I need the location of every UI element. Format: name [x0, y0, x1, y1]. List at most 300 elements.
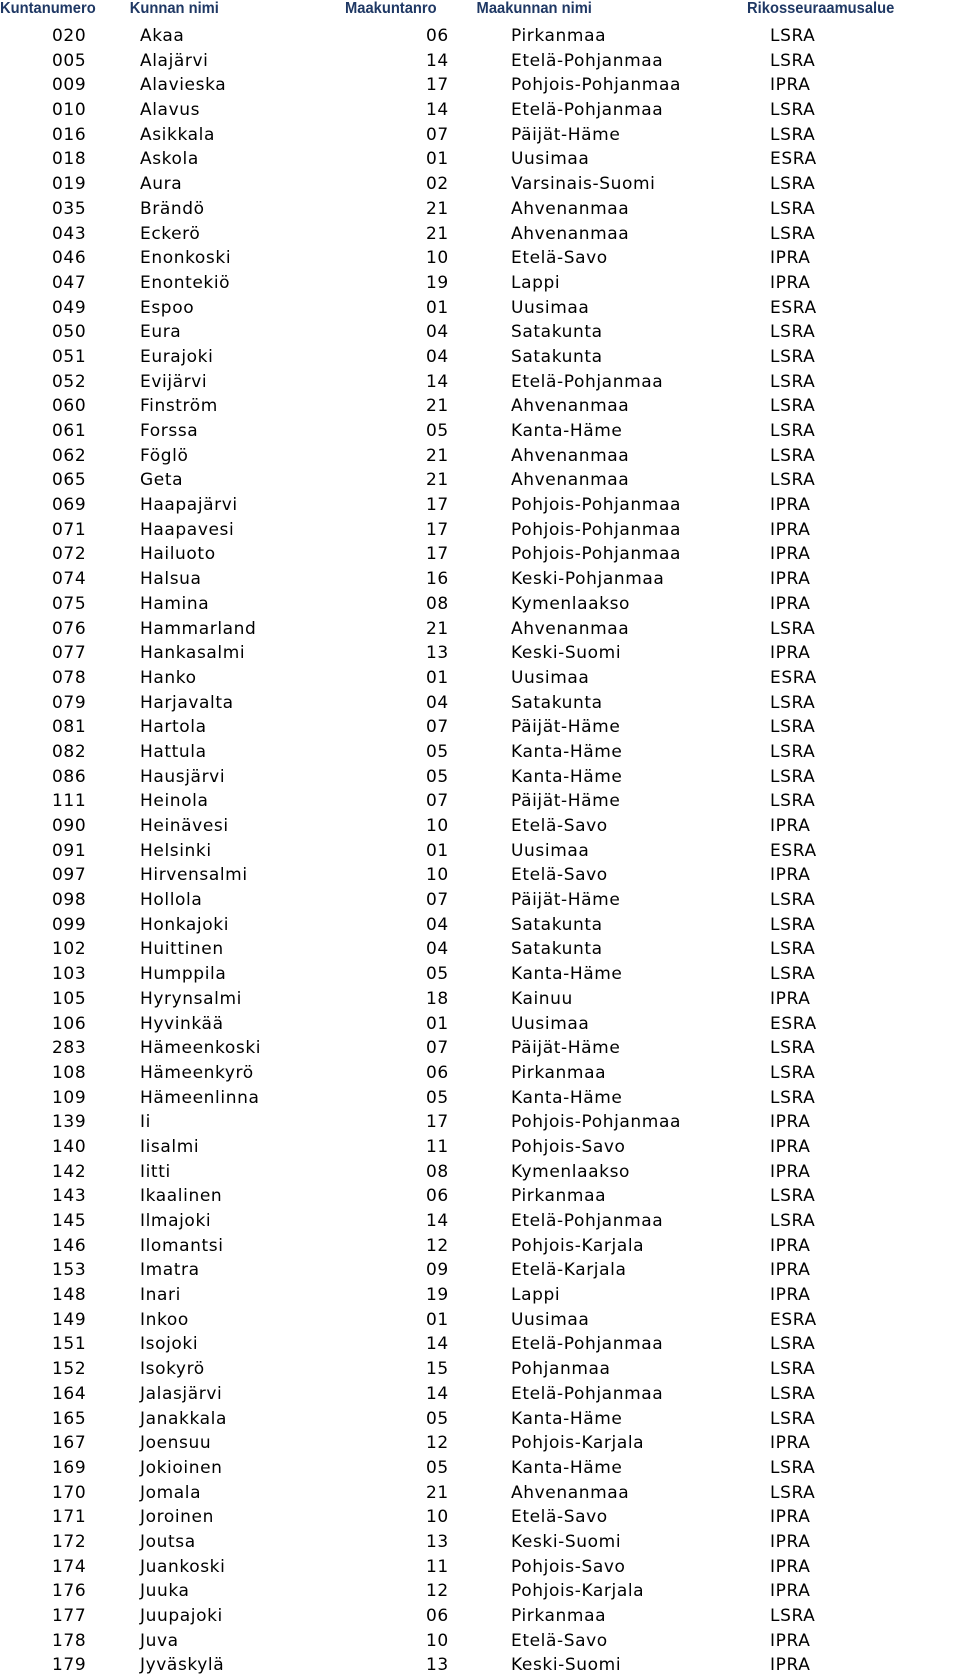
cell-kunnan-nimi: Espoo — [140, 297, 195, 318]
cell-maakunnan-nimi: Kanta-Häme — [511, 1087, 623, 1108]
municipality-table — [0, 24, 960, 1678]
cell-kunnan-nimi: Hyvinkää — [140, 1013, 224, 1034]
cell-kunnan-nimi: Hankasalmi — [140, 643, 246, 664]
cell-kuntanumero: 142 — [52, 1161, 87, 1182]
cell-kunnan-nimi: Eckerö — [140, 223, 201, 244]
cell-kunnan-nimi: Forssa — [140, 421, 199, 441]
cell-kunnan-nimi: Helsinki — [140, 840, 212, 861]
table-row — [0, 1036, 960, 1061]
cell-rikosseuraamusalue: LSRA — [770, 741, 816, 762]
cell-maakuntanro: 21 — [426, 445, 449, 466]
cell-rikosseuraamusalue: IPRA — [770, 1581, 811, 1602]
cell-kuntanumero: 151 — [52, 1334, 87, 1355]
table-row — [0, 1283, 960, 1308]
cell-rikosseuraamusalue: LSRA — [770, 50, 816, 71]
cell-maakuntanro: 01 — [426, 840, 449, 861]
cell-kunnan-nimi: Jalasjärvi — [140, 1383, 223, 1404]
cell-maakuntanro: 14 — [426, 1334, 449, 1355]
cell-rikosseuraamusalue: LSRA — [770, 1408, 816, 1429]
cell-maakuntanro: 17 — [426, 519, 449, 540]
cell-kunnan-nimi: Hämeenlinna — [140, 1087, 260, 1108]
column-header-kunnan-nimi: Kunnan nimi — [129, 0, 219, 17]
cell-maakuntanro: 04 — [426, 322, 449, 343]
table-row — [0, 1481, 960, 1506]
cell-kuntanumero: 170 — [52, 1482, 87, 1503]
cell-rikosseuraamusalue: IPRA — [770, 1260, 811, 1281]
cell-kuntanumero: 152 — [52, 1359, 87, 1380]
cell-kuntanumero: 105 — [52, 988, 87, 1009]
cell-maakuntanro: 05 — [426, 1408, 449, 1429]
cell-kunnan-nimi: Finström — [140, 396, 218, 417]
cell-maakuntanro: 14 — [426, 100, 449, 121]
cell-kuntanumero: 050 — [52, 322, 87, 343]
table-row — [0, 567, 960, 592]
table-row — [0, 147, 960, 172]
cell-kuntanumero: 099 — [52, 914, 87, 935]
cell-rikosseuraamusalue: LSRA — [770, 1211, 816, 1231]
column-header-kuntanumero: Kuntanumero — [0, 0, 96, 17]
cell-rikosseuraamusalue: IPRA — [770, 1433, 811, 1454]
cell-maakunnan-nimi: Ahvenanmaa — [511, 198, 630, 219]
cell-rikosseuraamusalue: ESRA — [770, 1309, 817, 1330]
cell-maakuntanro: 02 — [426, 174, 449, 195]
cell-rikosseuraamusalue: LSRA — [770, 174, 816, 195]
cell-kuntanumero: 074 — [52, 569, 87, 590]
table-row — [0, 1332, 960, 1357]
cell-rikosseuraamusalue: ESRA — [770, 1013, 817, 1034]
cell-kunnan-nimi: Hämeenkoski — [140, 1038, 262, 1059]
cell-maakunnan-nimi: Pohjois-Pohjanmaa — [511, 1112, 681, 1133]
cell-maakuntanro: 10 — [426, 1630, 449, 1651]
cell-rikosseuraamusalue: IPRA — [770, 1136, 811, 1157]
table-row — [0, 1530, 960, 1555]
cell-maakunnan-nimi: Keski-Suomi — [511, 643, 622, 664]
cell-maakunnan-nimi: Uusimaa — [511, 297, 590, 318]
cell-kunnan-nimi: Föglö — [140, 445, 189, 466]
cell-maakuntanro: 07 — [426, 124, 449, 145]
table-row — [0, 592, 960, 617]
cell-kunnan-nimi: Heinola — [140, 791, 209, 812]
cell-kuntanumero: 043 — [52, 223, 87, 244]
cell-kuntanumero: 164 — [52, 1383, 87, 1404]
cell-maakuntanro: 13 — [426, 1531, 449, 1552]
cell-maakunnan-nimi: Etelä-Savo — [511, 865, 608, 886]
cell-maakuntanro: 21 — [426, 1482, 449, 1503]
table-row — [0, 863, 960, 888]
cell-maakuntanro: 06 — [426, 1062, 449, 1083]
cell-kunnan-nimi: Joensuu — [140, 1433, 212, 1454]
cell-maakunnan-nimi: Kanta-Häme — [511, 1457, 623, 1478]
cell-kuntanumero: 072 — [52, 544, 87, 565]
cell-maakunnan-nimi: Ahvenanmaa — [511, 396, 630, 417]
cell-kunnan-nimi: Eurajoki — [140, 346, 214, 367]
cell-kuntanumero: 102 — [52, 939, 87, 960]
cell-kuntanumero: 090 — [52, 816, 87, 836]
cell-rikosseuraamusalue: IPRA — [770, 988, 811, 1009]
cell-rikosseuraamusalue: LSRA — [770, 1482, 816, 1503]
cell-rikosseuraamusalue: LSRA — [770, 124, 816, 145]
cell-maakuntanro: 18 — [426, 988, 449, 1009]
cell-rikosseuraamusalue: LSRA — [770, 421, 816, 441]
table-row — [0, 1308, 960, 1333]
cell-rikosseuraamusalue: LSRA — [770, 939, 816, 960]
cell-maakunnan-nimi: Pohjois-Pohjanmaa — [511, 75, 681, 96]
cell-kunnan-nimi: Joroinen — [140, 1507, 214, 1528]
table-row — [0, 937, 960, 962]
table-row — [0, 1135, 960, 1160]
cell-maakuntanro: 14 — [426, 50, 449, 71]
cell-rikosseuraamusalue: LSRA — [770, 1383, 816, 1404]
column-header-maakunnan-nimi: Maakunnan nimi — [476, 0, 592, 17]
cell-kunnan-nimi: Honkajoki — [140, 914, 230, 935]
cell-maakunnan-nimi: Kainuu — [511, 988, 573, 1009]
cell-kuntanumero: 169 — [52, 1457, 87, 1478]
table-row — [0, 1086, 960, 1111]
cell-kuntanumero: 077 — [52, 643, 87, 664]
cell-maakunnan-nimi: Pohjois-Savo — [511, 1136, 626, 1157]
table-row — [0, 1184, 960, 1209]
cell-kunnan-nimi: Iisalmi — [140, 1136, 200, 1157]
cell-maakunnan-nimi: Päijät-Häme — [511, 717, 621, 738]
cell-kunnan-nimi: Heinävesi — [140, 816, 229, 836]
cell-kuntanumero: 062 — [52, 445, 87, 466]
cell-maakunnan-nimi: Ahvenanmaa — [511, 618, 630, 639]
cell-maakuntanro: 07 — [426, 717, 449, 738]
cell-maakunnan-nimi: Satakunta — [511, 914, 603, 935]
cell-maakuntanro: 05 — [426, 766, 449, 787]
cell-maakunnan-nimi: Uusimaa — [511, 149, 590, 170]
cell-kuntanumero: 283 — [52, 1038, 87, 1059]
table-row — [0, 1629, 960, 1654]
cell-maakuntanro: 14 — [426, 1383, 449, 1404]
cell-rikosseuraamusalue: LSRA — [770, 766, 816, 787]
cell-maakunnan-nimi: Pirkanmaa — [511, 1062, 607, 1083]
cell-maakunnan-nimi: Etelä-Savo — [511, 816, 608, 836]
cell-kunnan-nimi: Jokioinen — [140, 1457, 223, 1478]
cell-maakuntanro: 05 — [426, 421, 449, 441]
cell-maakuntanro: 04 — [426, 692, 449, 713]
cell-kuntanumero: 065 — [52, 470, 87, 491]
cell-kuntanumero: 148 — [52, 1285, 87, 1306]
cell-maakuntanro: 10 — [426, 1507, 449, 1528]
cell-maakuntanro: 01 — [426, 667, 449, 688]
cell-kuntanumero: 047 — [52, 272, 87, 293]
cell-kunnan-nimi: Enonkoski — [140, 248, 232, 269]
cell-kuntanumero: 143 — [52, 1186, 87, 1207]
cell-maakuntanro: 19 — [426, 1285, 449, 1306]
cell-maakuntanro: 08 — [426, 593, 449, 614]
cell-rikosseuraamusalue: LSRA — [770, 26, 816, 46]
table-row — [0, 1209, 960, 1234]
cell-maakuntanro: 10 — [426, 248, 449, 269]
cell-maakunnan-nimi: Etelä-Karjala — [511, 1260, 627, 1281]
cell-rikosseuraamusalue: LSRA — [770, 396, 816, 417]
cell-kunnan-nimi: Hämeenkyrö — [140, 1062, 254, 1083]
cell-kuntanumero: 111 — [52, 791, 87, 812]
column-header-maakuntanro: Maakuntanro — [345, 0, 437, 17]
table-row — [0, 617, 960, 642]
cell-kuntanumero: 165 — [52, 1408, 87, 1429]
cell-maakunnan-nimi: Päijät-Häme — [511, 124, 621, 145]
cell-kunnan-nimi: Janakkala — [140, 1408, 227, 1429]
cell-rikosseuraamusalue: IPRA — [770, 643, 811, 664]
cell-rikosseuraamusalue: IPRA — [770, 1161, 811, 1182]
table-row — [0, 1061, 960, 1086]
table-header — [0, 0, 895, 20]
cell-maakunnan-nimi: Pirkanmaa — [511, 26, 607, 46]
cell-rikosseuraamusalue: LSRA — [770, 223, 816, 244]
cell-kunnan-nimi: Hartola — [140, 717, 207, 738]
cell-kuntanumero: 020 — [52, 26, 87, 46]
cell-kunnan-nimi: Inari — [140, 1285, 181, 1306]
cell-maakuntanro: 04 — [426, 914, 449, 935]
cell-kuntanumero: 097 — [52, 865, 87, 886]
table-row — [0, 987, 960, 1012]
table-row — [0, 345, 960, 370]
cell-maakunnan-nimi: Satakunta — [511, 692, 603, 713]
cell-maakunnan-nimi: Päijät-Häme — [511, 1038, 621, 1059]
table-row — [0, 962, 960, 987]
cell-kunnan-nimi: Brändö — [140, 198, 205, 219]
cell-kunnan-nimi: Ilomantsi — [140, 1235, 224, 1256]
cell-kunnan-nimi: Aura — [140, 174, 183, 195]
cell-maakuntanro: 05 — [426, 1457, 449, 1478]
cell-kunnan-nimi: Huittinen — [140, 939, 224, 960]
table-row — [0, 715, 960, 740]
table-row — [0, 1653, 960, 1678]
cell-rikosseuraamusalue: IPRA — [770, 519, 811, 540]
cell-maakunnan-nimi: Pohjois-Pohjanmaa — [511, 495, 681, 516]
table-row — [0, 320, 960, 345]
cell-kuntanumero: 049 — [52, 297, 87, 318]
cell-kuntanumero: 018 — [52, 149, 87, 170]
cell-maakuntanro: 05 — [426, 964, 449, 985]
cell-kuntanumero: 178 — [52, 1630, 87, 1651]
cell-kuntanumero: 179 — [52, 1655, 87, 1676]
cell-kuntanumero: 052 — [52, 371, 87, 392]
cell-kunnan-nimi: Alavieska — [140, 75, 227, 96]
cell-kunnan-nimi: Haapavesi — [140, 519, 235, 540]
cell-kunnan-nimi: Imatra — [140, 1260, 200, 1281]
cell-kuntanumero: 108 — [52, 1062, 87, 1083]
cell-maakunnan-nimi: Etelä-Savo — [511, 1507, 608, 1528]
cell-rikosseuraamusalue: IPRA — [770, 1630, 811, 1651]
cell-maakuntanro: 06 — [426, 1606, 449, 1626]
cell-rikosseuraamusalue: LSRA — [770, 1038, 816, 1059]
cell-maakuntanro: 11 — [426, 1556, 449, 1577]
table-row — [0, 419, 960, 444]
cell-kuntanumero: 153 — [52, 1260, 87, 1281]
cell-kunnan-nimi: Ii — [140, 1112, 151, 1133]
cell-kunnan-nimi: Alavus — [140, 100, 201, 121]
table-row — [0, 123, 960, 148]
cell-rikosseuraamusalue: ESRA — [770, 297, 817, 318]
cell-kuntanumero: 078 — [52, 667, 87, 688]
table-row — [0, 518, 960, 543]
cell-kunnan-nimi: Iitti — [140, 1161, 171, 1182]
cell-maakunnan-nimi: Pohjois-Pohjanmaa — [511, 519, 681, 540]
cell-maakunnan-nimi: Ahvenanmaa — [511, 470, 630, 491]
cell-maakunnan-nimi: Etelä-Pohjanmaa — [511, 1211, 664, 1231]
table-row — [0, 740, 960, 765]
cell-rikosseuraamusalue: LSRA — [770, 100, 816, 121]
cell-rikosseuraamusalue: IPRA — [770, 495, 811, 516]
cell-maakunnan-nimi: Satakunta — [511, 346, 603, 367]
cell-maakuntanro: 21 — [426, 223, 449, 244]
cell-maakunnan-nimi: Lappi — [511, 272, 561, 293]
table-row — [0, 1234, 960, 1259]
cell-maakuntanro: 21 — [426, 470, 449, 491]
cell-rikosseuraamusalue: LSRA — [770, 371, 816, 392]
cell-kunnan-nimi: Juuka — [140, 1581, 190, 1602]
cell-maakunnan-nimi: Pohjanmaa — [511, 1359, 611, 1380]
cell-kuntanumero: 086 — [52, 766, 87, 787]
cell-rikosseuraamusalue: IPRA — [770, 1285, 811, 1306]
cell-kunnan-nimi: Hyrynsalmi — [140, 988, 242, 1009]
table-row — [0, 1407, 960, 1432]
table-row — [0, 222, 960, 247]
cell-kunnan-nimi: Enontekiö — [140, 272, 231, 293]
cell-kunnan-nimi: Juankoski — [140, 1556, 226, 1577]
cell-maakunnan-nimi: Ahvenanmaa — [511, 223, 630, 244]
cell-maakunnan-nimi: Pirkanmaa — [511, 1606, 607, 1626]
cell-maakunnan-nimi: Satakunta — [511, 939, 603, 960]
table-row — [0, 1431, 960, 1456]
cell-maakuntanro: 21 — [426, 198, 449, 219]
cell-maakuntanro: 17 — [426, 495, 449, 516]
table-row — [0, 98, 960, 123]
cell-kuntanumero: 060 — [52, 396, 87, 417]
cell-rikosseuraamusalue: LSRA — [770, 618, 816, 639]
cell-rikosseuraamusalue: ESRA — [770, 840, 817, 861]
cell-kuntanumero: 005 — [52, 50, 87, 71]
table-row — [0, 913, 960, 938]
cell-kunnan-nimi: Akaa — [140, 26, 185, 46]
cell-rikosseuraamusalue: IPRA — [770, 593, 811, 614]
table-row — [0, 49, 960, 74]
cell-maakunnan-nimi: Uusimaa — [511, 1013, 590, 1034]
cell-maakunnan-nimi: Ahvenanmaa — [511, 1482, 630, 1503]
cell-rikosseuraamusalue: LSRA — [770, 1186, 816, 1207]
cell-maakunnan-nimi: Pohjois-Karjala — [511, 1235, 645, 1256]
cell-maakunnan-nimi: Kanta-Häme — [511, 766, 623, 787]
cell-kunnan-nimi: Evijärvi — [140, 371, 208, 392]
cell-kuntanumero: 149 — [52, 1309, 87, 1330]
cell-maakunnan-nimi: Etelä-Pohjanmaa — [511, 371, 664, 392]
cell-kunnan-nimi: Hattula — [140, 741, 207, 762]
cell-kunnan-nimi: Hailuoto — [140, 544, 216, 565]
cell-kunnan-nimi: Hollola — [140, 890, 203, 911]
table-row — [0, 542, 960, 567]
table-row — [0, 1456, 960, 1481]
cell-maakunnan-nimi: Satakunta — [511, 322, 603, 343]
cell-maakuntanro: 01 — [426, 1013, 449, 1034]
cell-maakunnan-nimi: Etelä-Savo — [511, 1630, 608, 1651]
cell-kuntanumero: 071 — [52, 519, 87, 540]
table-row — [0, 246, 960, 271]
cell-rikosseuraamusalue: LSRA — [770, 445, 816, 466]
cell-maakunnan-nimi: Pohjois-Savo — [511, 1556, 626, 1577]
cell-maakuntanro: 01 — [426, 149, 449, 170]
cell-rikosseuraamusalue: IPRA — [770, 75, 811, 96]
table-row — [0, 1160, 960, 1185]
cell-kuntanumero: 171 — [52, 1507, 87, 1528]
cell-maakunnan-nimi: Kanta-Häme — [511, 964, 623, 985]
cell-rikosseuraamusalue: IPRA — [770, 1112, 811, 1133]
cell-maakunnan-nimi: Ahvenanmaa — [511, 445, 630, 466]
cell-kuntanumero: 167 — [52, 1433, 87, 1454]
table-row — [0, 765, 960, 790]
cell-rikosseuraamusalue: LSRA — [770, 322, 816, 343]
cell-kuntanumero: 146 — [52, 1235, 87, 1256]
table-row — [0, 370, 960, 395]
cell-kunnan-nimi: Jyväskylä — [140, 1655, 225, 1676]
table-row — [0, 1357, 960, 1382]
table-row — [0, 296, 960, 321]
cell-kunnan-nimi: Alajärvi — [140, 50, 209, 71]
cell-maakunnan-nimi: Etelä-Pohjanmaa — [511, 1383, 664, 1404]
cell-maakuntanro: 07 — [426, 1038, 449, 1059]
cell-maakuntanro: 05 — [426, 1087, 449, 1108]
cell-kunnan-nimi: Haapajärvi — [140, 495, 238, 516]
cell-kuntanumero: 016 — [52, 124, 87, 145]
cell-kuntanumero: 091 — [52, 840, 87, 861]
cell-kunnan-nimi: Eura — [140, 322, 182, 343]
cell-maakuntanro: 14 — [426, 1211, 449, 1231]
cell-kuntanumero: 009 — [52, 75, 87, 96]
table-row — [0, 1604, 960, 1629]
cell-rikosseuraamusalue: IPRA — [770, 544, 811, 565]
cell-maakuntanro: 06 — [426, 1186, 449, 1207]
cell-kunnan-nimi: Inkoo — [140, 1309, 189, 1330]
table-row — [0, 468, 960, 493]
cell-rikosseuraamusalue: LSRA — [770, 346, 816, 367]
cell-kuntanumero: 051 — [52, 346, 87, 367]
cell-maakunnan-nimi: Kanta-Häme — [511, 1408, 623, 1429]
cell-maakuntanro: 01 — [426, 1309, 449, 1330]
cell-maakunnan-nimi: Päijät-Häme — [511, 791, 621, 812]
cell-kuntanumero: 177 — [52, 1606, 87, 1626]
cell-kuntanumero: 046 — [52, 248, 87, 269]
cell-maakunnan-nimi: Päijät-Häme — [511, 890, 621, 911]
cell-maakuntanro: 17 — [426, 75, 449, 96]
cell-kuntanumero: 010 — [52, 100, 87, 121]
cell-kuntanumero: 075 — [52, 593, 87, 614]
table-row — [0, 666, 960, 691]
cell-rikosseuraamusalue: LSRA — [770, 1087, 816, 1108]
cell-maakuntanro: 07 — [426, 890, 449, 911]
cell-maakuntanro: 21 — [426, 396, 449, 417]
cell-rikosseuraamusalue: LSRA — [770, 1334, 816, 1355]
cell-rikosseuraamusalue: IPRA — [770, 1531, 811, 1552]
cell-maakuntanro: 21 — [426, 618, 449, 639]
table-row — [0, 814, 960, 839]
cell-rikosseuraamusalue: LSRA — [770, 198, 816, 219]
cell-maakuntanro: 09 — [426, 1260, 449, 1281]
cell-maakunnan-nimi: Pohjois-Pohjanmaa — [511, 544, 681, 565]
cell-kunnan-nimi: Ilmajoki — [140, 1211, 212, 1231]
cell-maakuntanro: 12 — [426, 1235, 449, 1256]
cell-maakunnan-nimi: Kanta-Häme — [511, 421, 623, 441]
table-row — [0, 1110, 960, 1135]
cell-kunnan-nimi: Ikaalinen — [140, 1186, 223, 1207]
cell-maakunnan-nimi: Pohjois-Karjala — [511, 1433, 645, 1454]
table-row — [0, 839, 960, 864]
cell-kunnan-nimi: Jomala — [140, 1482, 202, 1503]
cell-maakunnan-nimi: Uusimaa — [511, 840, 590, 861]
cell-rikosseuraamusalue: IPRA — [770, 1556, 811, 1577]
table-row — [0, 197, 960, 222]
